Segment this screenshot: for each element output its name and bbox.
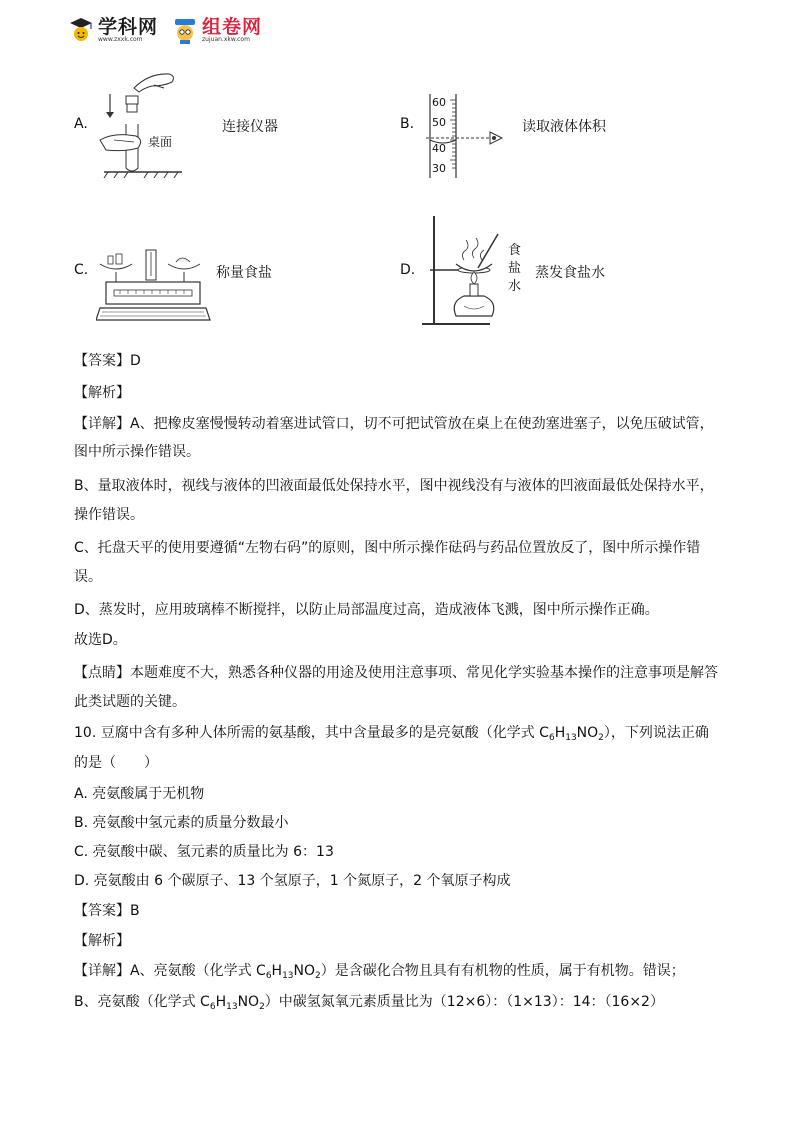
formula-part: NO xyxy=(576,725,599,741)
q10-detail-text: ）中碳氢氮氧元素质量比为（12×6）：（1×13）：14：（16×2） xyxy=(264,994,664,1010)
q10-detail-text: ）是含碳化合物且具有有机物的性质，属于有机物。错误； xyxy=(320,963,685,979)
mascot-icon xyxy=(172,15,198,45)
subscript: 2 xyxy=(259,1002,265,1012)
option-d-label: D. xyxy=(400,262,416,278)
tick-label: 40 xyxy=(432,142,446,155)
salt-water-label-3: 水 xyxy=(508,279,522,294)
q10-option-c: C. 亮氨酸中碳、氢元素的质量比为 6：13 xyxy=(74,844,334,860)
q10-option-b: B. 亮氨酸中氢元素的质量分数最小 xyxy=(74,815,289,831)
zxxk-logo[interactable] xyxy=(68,15,158,45)
table-label: 桌面 xyxy=(148,135,173,149)
q9-detail-b: B、量取液体时，视线与液体的凹液面最低处保持水平，图中视线没有与液体的凹液面最低处保持水平， xyxy=(74,478,714,494)
graduate-cap-icon xyxy=(68,15,94,45)
test-tube-stopper-figure xyxy=(94,68,204,180)
subscript: 13 xyxy=(282,971,294,981)
evaporation-figure xyxy=(420,212,526,330)
q9-detail-b-cont: 操作错误。 xyxy=(74,507,144,523)
tick-label: 60 xyxy=(432,96,446,109)
formula-part: H xyxy=(554,725,566,741)
q10-detail-text: 【详解】A、亮氨酸（化学式 C xyxy=(74,963,266,979)
subscript: 6 xyxy=(209,1002,216,1012)
formula-part: NO xyxy=(237,994,260,1010)
q10-stem-text: 10. 豆腐中含有多种人体所需的氨基酸，其中含量最多的是亮氨酸（化学式 C xyxy=(74,725,549,741)
tick-label: 30 xyxy=(432,162,446,175)
q9-comment: 【点睛】本题难度不大，熟悉各种仪器的用途及使用注意事项、常见化学实验基本操作的注意事项是解答 xyxy=(74,665,718,681)
formula-part: NO xyxy=(293,963,316,979)
subscript: 6 xyxy=(548,733,555,743)
q9-detail-c-cont: 误。 xyxy=(74,569,102,585)
q9-detail-a-cont: 图中所示操作错误。 xyxy=(74,444,200,460)
option-a-desc: 连接仪器 xyxy=(222,119,278,135)
zujuan-logo-text: 组卷网 xyxy=(202,15,263,38)
q9-comment-cont: 此类试题的关键。 xyxy=(74,694,186,710)
q10-detail-b xyxy=(74,992,664,1017)
q10-stem-cont: 的是（ ） xyxy=(74,755,158,771)
salt-water-label-2: 盐 xyxy=(508,261,522,276)
q10-detail-text: B、亮氨酸（化学式 C xyxy=(74,994,210,1010)
salt-water-label-1: 食 xyxy=(508,243,522,258)
q10-analysis: 【解析】 xyxy=(74,933,130,949)
q10-option-a: A. 亮氨酸属于无机物 xyxy=(74,786,205,802)
formula-part: H xyxy=(271,963,283,979)
q9-detail-c: C、托盘天平的使用要遵循“左物右码”的原则，图中所示操作砝码与药品位置放反了，图中所示操作错 xyxy=(74,540,701,556)
option-d-desc: 蒸发食盐水 xyxy=(535,265,605,281)
tick-label: 50 xyxy=(432,116,446,129)
subscript: 13 xyxy=(226,1002,238,1012)
q9-answer: 【答案】D xyxy=(74,353,141,369)
subscript: 13 xyxy=(565,733,577,743)
option-b-desc: 读取液体体积 xyxy=(522,119,606,135)
q9-conclusion: 故选D。 xyxy=(74,632,127,648)
zxxk-logo-text: 学科网 xyxy=(98,15,159,38)
subscript: 6 xyxy=(265,971,272,981)
option-a-label: A. xyxy=(74,116,88,132)
q9-detail-d: D、蒸发时，应用玻璃棒不断搅拌，以防止局部温度过高，造成液体飞溅，图中所示操作正确。 xyxy=(74,602,659,618)
option-c-label: C. xyxy=(74,262,89,278)
balance-figure xyxy=(96,246,212,326)
q9-analysis: 【解析】 xyxy=(74,385,130,401)
formula-part: H xyxy=(215,994,227,1010)
option-c-desc: 称量食盐 xyxy=(216,265,272,281)
graduated-cylinder-figure xyxy=(424,94,514,180)
q10-answer: 【答案】B xyxy=(74,903,140,919)
q10-option-d: D. 亮氨酸由 6 个碳原子、13 个氢原子，1 个氮原子，2 个氧原子构成 xyxy=(74,873,511,889)
q10-stem-text: ），下列说法正确 xyxy=(603,725,709,741)
zujuan-logo-url: zujuan.xkw.com xyxy=(202,35,250,43)
q9-detail-a: 【详解】A、把橡皮塞慢慢转动着塞进试管口，切不可把试管放在桌上在使劲塞进塞子，以免压破试管， xyxy=(74,416,714,432)
header-logos xyxy=(68,10,262,50)
q10-stem xyxy=(74,723,709,748)
zxxk-logo-url: www.zxxk.com xyxy=(98,35,143,43)
option-b-label: B. xyxy=(400,116,415,132)
subscript: 2 xyxy=(315,971,321,981)
subscript: 2 xyxy=(598,733,604,743)
zujuan-logo[interactable] xyxy=(172,15,262,45)
q10-detail-a xyxy=(74,961,685,986)
